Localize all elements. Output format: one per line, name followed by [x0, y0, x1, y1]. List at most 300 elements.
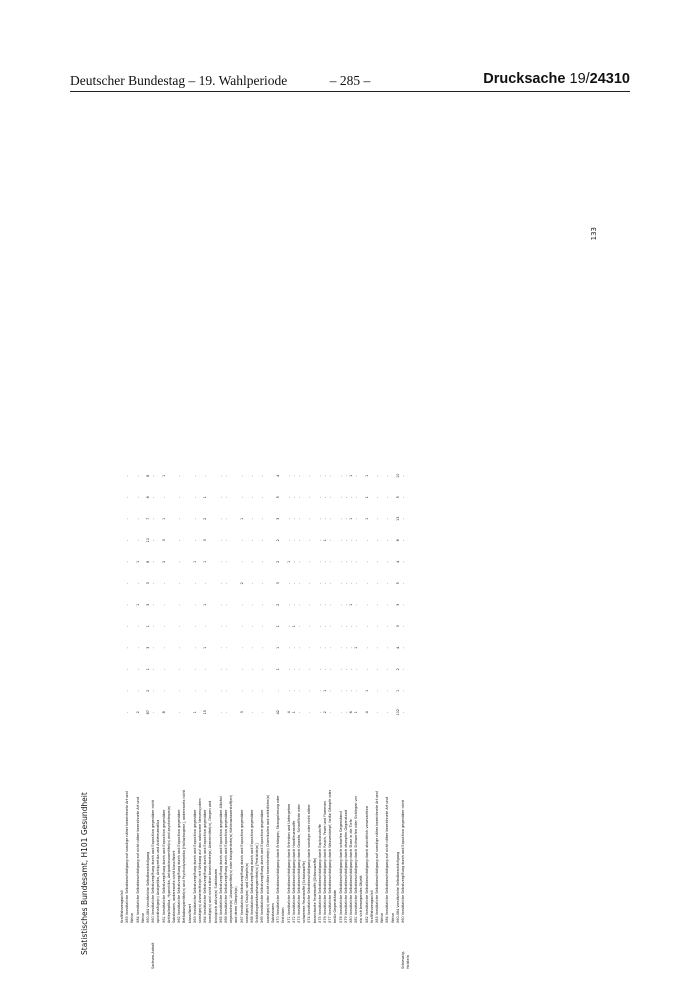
label-cell: sonstige(n) Gas(en) und Dämpfe(n)	[244, 862, 249, 923]
value-cell: -	[250, 539, 255, 541]
value-cell: -	[296, 604, 301, 606]
value-cell: -	[338, 496, 343, 498]
value-cell: -	[296, 582, 301, 584]
value-cell: -	[151, 539, 156, 541]
label-cell: Substanzen	[270, 903, 275, 923]
value-cell: 3	[146, 646, 151, 649]
value-cell: -	[135, 647, 140, 649]
value-cell: -	[338, 690, 343, 692]
value-cell	[406, 573, 411, 595]
value-cell: -	[400, 518, 405, 520]
label-cell: X63 Vorsätzliche Selbstvergiftung durch und Exposition gegenüber	[192, 809, 197, 923]
running-header	[70, 71, 630, 92]
value-cell: 1	[203, 646, 208, 649]
value-cell: -	[192, 604, 197, 606]
label-cell: Schädlingsbekämpfungsmittel(n) [Pestizide(n)]	[255, 843, 260, 923]
value-cell: -	[328, 668, 333, 670]
value-cell: -	[161, 690, 166, 692]
value-cell: -	[250, 518, 255, 520]
value-cell: -	[125, 604, 130, 606]
value-cell: -	[400, 690, 405, 692]
label-cell: sonstige(n) Arzneimittel(n) mit Wirkung auf das autonome Nervensystem	[198, 798, 203, 923]
value-cell: 1	[364, 474, 369, 477]
value-cell: -	[343, 690, 348, 692]
value-cell: -	[125, 625, 130, 627]
label-cell: X60-X84 Vorsätzliche Selbstbeschädigung	[146, 851, 151, 923]
value-cell: -	[374, 539, 379, 541]
value-cell: -	[328, 625, 333, 627]
value-cell: 3	[395, 603, 400, 606]
value-cell: -	[385, 496, 390, 498]
label-cell: X72 Vorsätzliche Selbstbeschädigung durch Handfeuerwaffe	[291, 820, 296, 923]
value-cell: -	[286, 690, 291, 692]
label-cell: X84 Vorsätzliche Selbstbeschädigung auf nicht näher bezeichnete Art und	[135, 797, 140, 923]
value-cell: 1	[203, 496, 208, 499]
value-cell: -	[385, 475, 390, 477]
value-cell: 8	[395, 539, 400, 542]
value-cell: -	[125, 711, 130, 713]
value-cell: -	[317, 475, 322, 477]
value-cell: -	[317, 711, 322, 713]
value-cell: -	[322, 604, 327, 606]
value-cell: -	[348, 496, 353, 498]
value-cell: 102	[395, 709, 400, 716]
value-cell: 2	[161, 560, 166, 563]
value-cell: 4	[395, 646, 400, 649]
value-cell: -	[260, 604, 265, 606]
value-cell: -	[322, 582, 327, 584]
value-cell	[406, 508, 411, 530]
label-cell: X78 Vorsätzliche Selbstbeschädigung durch scharfen Gegenstand	[338, 811, 343, 923]
value-cell: -	[224, 647, 229, 649]
value-cell: -	[296, 690, 301, 692]
value-cell: -	[343, 496, 348, 498]
value-cell: 1	[276, 668, 281, 671]
value-cell	[406, 680, 411, 702]
value-cell: -	[260, 625, 265, 627]
value-cell: -	[343, 668, 348, 670]
value-cell: -	[250, 647, 255, 649]
value-cell: -	[307, 539, 312, 541]
value-cell: -	[151, 711, 156, 713]
value-cell: -	[291, 561, 296, 563]
value-cell: 1	[239, 517, 244, 520]
value-cell: 1	[192, 560, 197, 563]
value-cell: -	[400, 496, 405, 498]
value-cell: -	[364, 668, 369, 670]
value-cell: -	[328, 604, 333, 606]
value-cell: -	[218, 496, 223, 498]
region-cell: Sachsen-Anhalt	[151, 942, 156, 969]
value-cell: -	[177, 711, 182, 713]
label-cell: X62 Vorsätzliche Selbstvergiftung durch und Exposition gegenüber	[177, 809, 182, 923]
value-cell: -	[317, 561, 322, 563]
value-cell: 4	[395, 560, 400, 563]
value-cell: -	[125, 518, 130, 520]
label-cell: X60 Vorsätzliche Selbstvergiftung durch und Exposition gegenüber nicht	[151, 799, 156, 923]
value-cell: -	[385, 582, 390, 584]
value-cell: -	[286, 475, 291, 477]
value-cell: -	[250, 582, 255, 584]
value-cell: -	[218, 604, 223, 606]
value-cell: 3	[239, 711, 244, 714]
value-cell: -	[291, 496, 296, 498]
value-cell: -	[192, 582, 197, 584]
value-cell: -	[307, 496, 312, 498]
value-cell: -	[385, 604, 390, 606]
value-cell: -	[296, 711, 301, 713]
value-cell: -	[218, 711, 223, 713]
value-cell: -	[260, 539, 265, 541]
value-cell: -	[239, 561, 244, 563]
value-cell: -	[307, 690, 312, 692]
value-cell: 4	[364, 711, 369, 714]
value-cell: -	[260, 475, 265, 477]
value-cell: -	[250, 475, 255, 477]
value-cell: -	[250, 625, 255, 627]
value-cell: -	[218, 475, 223, 477]
value-cell: -	[239, 496, 244, 498]
value-cell: -	[135, 690, 140, 692]
value-cell: 1	[192, 711, 197, 714]
value-cell: -	[354, 561, 359, 563]
label-cell: Weise	[140, 912, 145, 923]
value-cell: -	[276, 690, 281, 692]
value-cell: 1	[276, 625, 281, 628]
value-cell: -	[135, 496, 140, 498]
value-cell: -	[322, 496, 327, 498]
value-cell: -	[374, 690, 379, 692]
value-cell: -	[218, 625, 223, 627]
value-cell: -	[322, 475, 327, 477]
value-cell: -	[177, 647, 182, 649]
value-cell: 8	[146, 560, 151, 563]
value-cell: -	[385, 647, 390, 649]
value-cell: 4	[276, 474, 281, 477]
value-cell: -	[291, 475, 296, 477]
value-cell: -	[260, 668, 265, 670]
table-page-number: 133	[590, 227, 598, 241]
value-cell: -	[338, 625, 343, 627]
rotated-table-frame	[70, 97, 630, 977]
value-cell: -	[218, 647, 223, 649]
value-cell: -	[374, 668, 379, 670]
value-cell: 2	[276, 603, 281, 606]
value-cell: -	[317, 625, 322, 627]
label-cell: und deren Dämpfe(n)	[234, 886, 239, 923]
value-cell: -	[296, 561, 301, 563]
value-cell: -	[135, 668, 140, 670]
value-cell: 1	[135, 560, 140, 563]
value-cell: -	[374, 625, 379, 627]
label-cell: X82 Vorsätzliche Selbstbeschädigung durch absichtlich verursachten	[364, 806, 369, 923]
value-cell: 1	[395, 689, 400, 692]
value-cell: -	[286, 668, 291, 670]
value-cell: -	[354, 668, 359, 670]
value-cell: 1	[203, 603, 208, 606]
value-cell: -	[317, 582, 322, 584]
value-cell: -	[161, 496, 166, 498]
table-row	[406, 465, 411, 969]
value-cell: -	[135, 518, 140, 520]
value-cell: 1	[291, 625, 296, 628]
label-cell: organische(n) Lösungsmittel(n) oder halogenierte(n) Kohlenwasserstoff(en)	[229, 795, 234, 923]
value-cell: -	[354, 518, 359, 520]
value-cell: -	[354, 496, 359, 498]
value-cell: -	[343, 539, 348, 541]
document-title: Statistisches Bundesamt, H101 Gesundheit	[80, 792, 89, 955]
value-cell: -	[192, 496, 197, 498]
value-cell: -	[192, 668, 197, 670]
value-cell: -	[338, 518, 343, 520]
label-cell: bezeichnete Feuerwaffe [Schusswaffe]	[312, 857, 317, 923]
label-cell: X75 Vorsätzliche Selbstbeschädigung durch Explosivstoffe	[317, 824, 322, 923]
value-cell: -	[151, 496, 156, 498]
value-cell: 2	[322, 711, 327, 714]
value-cell: -	[400, 561, 405, 563]
value-cell: -	[400, 582, 405, 584]
value-cell	[406, 594, 411, 616]
value-cell: -	[218, 539, 223, 541]
value-cell: -	[354, 539, 359, 541]
value-cell: -	[328, 711, 333, 713]
value-cell: -	[151, 690, 156, 692]
label-cell: X60-X84 Vorsätzliche Selbstbeschädigung	[395, 851, 400, 923]
value-cell: 2	[146, 689, 151, 692]
value-cell: -	[151, 561, 156, 563]
value-cell: -	[125, 475, 130, 477]
value-cell: -	[151, 668, 156, 670]
value-cell: -	[239, 625, 244, 627]
value-cell: -	[177, 539, 182, 541]
value-cell: -	[250, 711, 255, 713]
value-cell: -	[250, 690, 255, 692]
value-cell: -	[400, 668, 405, 670]
value-cell: -	[260, 582, 265, 584]
label-cell: X64 Vorsätzliche Selbstvergiftung durch und Exposition gegenüber	[203, 809, 208, 923]
value-cell: -	[385, 668, 390, 670]
value-cell: -	[317, 604, 322, 606]
value-cell: -	[400, 539, 405, 541]
value-cell: -	[307, 647, 312, 649]
label-cell: Kraftfahrzeugunfall	[120, 890, 124, 923]
value-cell: -	[317, 647, 322, 649]
value-cell: 1	[146, 625, 151, 628]
value-cell: -	[125, 539, 130, 541]
label-cell: Weise	[390, 912, 395, 923]
value-cell: -	[354, 604, 359, 606]
value-cell: -	[385, 518, 390, 520]
value-cell: -	[343, 604, 348, 606]
value-cell: 8	[161, 711, 166, 714]
value-cell: 5	[395, 582, 400, 585]
value-cell: -	[296, 539, 301, 541]
value-cell: -	[224, 711, 229, 713]
value-cell: -	[307, 561, 312, 563]
value-cell: -	[286, 647, 291, 649]
value-cell: -	[400, 625, 405, 627]
value-cell: -	[328, 561, 333, 563]
value-cell: -	[322, 668, 327, 670]
value-cell: -	[374, 604, 379, 606]
value-cell: -	[364, 539, 369, 541]
value-cell: 13	[395, 516, 400, 521]
value-cell: -	[343, 518, 348, 520]
value-cell: 5	[395, 496, 400, 499]
value-cell: -	[364, 561, 369, 563]
value-cell: 2	[135, 711, 140, 714]
value-cell: 3	[395, 625, 400, 628]
value-cell: -	[192, 625, 197, 627]
value-cell: -	[203, 690, 208, 692]
value-cell	[406, 465, 411, 487]
value-cell: -	[354, 690, 359, 692]
value-cell: -	[224, 690, 229, 692]
label-cell: X76 Vorsätzliche Selbstbeschädigung durch Rauch, Feuer und Flammen	[322, 801, 327, 923]
value-cell: -	[317, 668, 322, 670]
value-cell: -	[343, 582, 348, 584]
value-cell: -	[291, 539, 296, 541]
value-cell: -	[239, 475, 244, 477]
value-cell: -	[364, 625, 369, 627]
value-cell: -	[354, 582, 359, 584]
value-cell: 2	[395, 668, 400, 671]
value-cell: -	[177, 518, 182, 520]
value-cell: -	[151, 475, 156, 477]
value-cell: 1	[354, 711, 359, 714]
value-cell: -	[125, 690, 130, 692]
value-cell: -	[192, 539, 197, 541]
value-cell: -	[338, 475, 343, 477]
value-cell: -	[322, 647, 327, 649]
value-cell: -	[260, 496, 265, 498]
value-cell: -	[224, 582, 229, 584]
value-cell: 10	[146, 538, 151, 543]
value-cell: -	[260, 690, 265, 692]
value-cell: -	[161, 604, 166, 606]
value-cell: -	[218, 582, 223, 584]
value-cell: -	[296, 518, 301, 520]
value-cell: -	[307, 668, 312, 670]
value-cell: 3	[203, 539, 208, 542]
value-cell: 6	[146, 496, 151, 499]
value-cell: -	[307, 604, 312, 606]
value-cell: -	[161, 625, 166, 627]
label-cell	[406, 723, 411, 923]
value-cell: -	[224, 518, 229, 520]
value-cell: -	[161, 647, 166, 649]
value-cell: -	[177, 561, 182, 563]
value-cell: -	[328, 647, 333, 649]
value-cell: -	[239, 647, 244, 649]
value-cell: 2	[239, 582, 244, 585]
value-cell: -	[239, 668, 244, 670]
value-cell: 4	[286, 711, 291, 714]
value-cell: 1	[161, 517, 166, 520]
value-cell: -	[286, 518, 291, 520]
value-cell: -	[260, 561, 265, 563]
label-cell: X84 Vorsätzliche Selbstbeschädigung auf nicht näher bezeichnete Art und	[385, 797, 390, 923]
value-cell: -	[400, 604, 405, 606]
value-cell: -	[224, 496, 229, 498]
value-cell: -	[125, 561, 130, 563]
label-cell: sonstige(n) oder nicht näher bezeichnete(n) Chemikalien und schädliche(n)	[265, 794, 270, 923]
value-cell: -	[177, 604, 182, 606]
value-cell: -	[239, 604, 244, 606]
value-cell: -	[286, 496, 291, 498]
value-cell	[406, 551, 411, 573]
value-cell: -	[192, 647, 197, 649]
label-cell: X61 Vorsätzliche Selbstvergiftung durch und Exposition gegenüber	[161, 809, 166, 923]
value-cell: 1	[348, 474, 353, 477]
value-cell: -	[260, 711, 265, 713]
label-cell: Antiepileptika, Hypnotika, Antiparkinsonmittel(n) und psychotrope(n)	[166, 805, 171, 923]
value-cell: -	[286, 539, 291, 541]
value-cell: -	[224, 604, 229, 606]
label-cell: X80 Vorsätzliche Selbstbeschädigung durch Sturz in die Tiefe	[348, 819, 353, 923]
value-cell: 3	[146, 582, 151, 585]
value-cell: -	[348, 625, 353, 627]
value-cell: 1	[322, 689, 327, 692]
value-cell	[406, 487, 411, 509]
value-cell: -	[364, 582, 369, 584]
value-cell: 5	[276, 496, 281, 499]
value-cell: -	[343, 711, 348, 713]
value-cell: -	[286, 604, 291, 606]
value-cell: 1	[348, 603, 353, 606]
value-cell: -	[348, 539, 353, 541]
value-cell: -	[218, 561, 223, 563]
value-cell: -	[343, 647, 348, 649]
label-cell: opioidhaltige(n) Analgetika, Antipyretika und Antirheumatika	[156, 819, 161, 923]
value-cell: -	[286, 625, 291, 627]
value-cell: -	[224, 475, 229, 477]
value-cell: -	[224, 668, 229, 670]
value-cell: -	[343, 561, 348, 563]
label-cell: X77 Vorsätzliche Selbstbeschädigung durch Wasserdampf, heiße Dämpfe oder	[328, 789, 333, 923]
value-cell: 1	[291, 711, 296, 714]
value-cell: -	[317, 518, 322, 520]
value-cell: -	[322, 518, 327, 520]
value-cell: -	[239, 690, 244, 692]
label-cell: X70 Vorsätzliche Selbstbeschädigung durch Erhängen, Strangulierung oder	[276, 795, 281, 923]
value-cell: -	[239, 539, 244, 541]
label-cell: Betäubungsmittel(n) und Psychodysleptika [Halluzinogene], anderenorts nicht	[182, 790, 187, 923]
value-cell: -	[218, 690, 223, 692]
value-cell: -	[364, 604, 369, 606]
value-cell: -	[125, 582, 130, 584]
value-cell: -	[291, 690, 296, 692]
value-cell: -	[260, 647, 265, 649]
value-cell: -	[374, 475, 379, 477]
value-cell: -	[374, 582, 379, 584]
value-cell: 1	[203, 560, 208, 563]
value-cell: 2	[276, 539, 281, 542]
value-cell: 1	[161, 474, 166, 477]
value-cell: 6	[348, 711, 353, 714]
value-cell: 3	[146, 603, 151, 606]
label-cell: X83 Vorsätzliche Selbstbeschädigung auf sonstige näher bezeichnete Art und	[374, 791, 379, 923]
value-cell: 1	[135, 603, 140, 606]
label-cell: X73 Vorsätzliche Selbstbeschädigung durch Gewehr, Schrotflinte oder	[296, 804, 301, 923]
value-cell: -	[135, 539, 140, 541]
value-cell: -	[296, 668, 301, 670]
value-cell: -	[328, 539, 333, 541]
document-number: Drucksache 19/24310	[483, 71, 630, 87]
value-cell: 10	[395, 473, 400, 478]
label-cell: X66 Vorsätzliche Selbstvergiftung durch und Exposition gegenüber	[224, 809, 229, 923]
value-cell: -	[328, 582, 333, 584]
